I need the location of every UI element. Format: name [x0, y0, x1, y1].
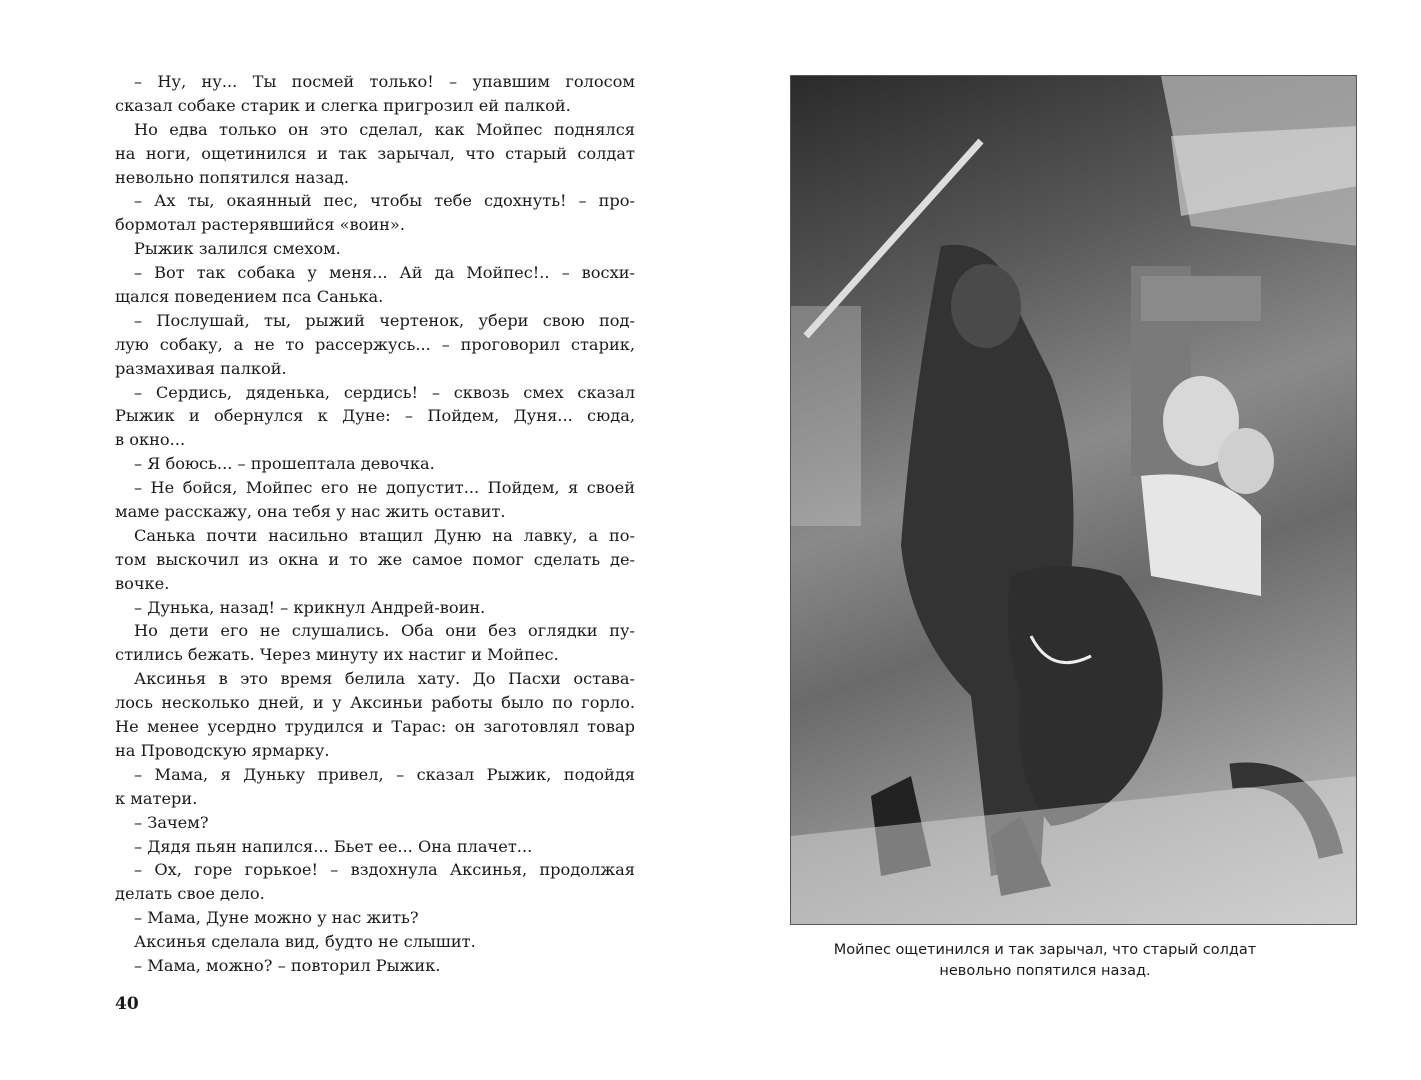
text-line: в окно... — [115, 430, 186, 450]
left-page-text — [115, 70, 635, 978]
illustration-drawing — [791, 76, 1357, 925]
text-line: том выскочил из окна и то же самое помог сделать де- — [115, 549, 635, 569]
text-line: лую собаку, а не то рассержусь... – проговорил старик, — [115, 334, 635, 354]
text-line: Но едва только он это сделал, как Мойпес поднялся — [134, 119, 635, 139]
text-line: – Сердись, дяденька, сердись! – сквозь смех сказал — [134, 382, 635, 402]
text-line: щался поведением пса Санька. — [115, 287, 384, 307]
text-line: Но дети его не слушались. Оба они без оглядки пу- — [134, 621, 635, 641]
page-number: 40 — [115, 994, 139, 1014]
text-line: вочке. — [115, 573, 170, 593]
text-line: – Ох, горе горькое! – вздохнула Аксинья, продолжая — [134, 860, 635, 880]
text-line: – Мама, Дуне можно у нас жить? — [134, 908, 419, 928]
text-line: делать свое дело. — [115, 884, 265, 904]
text-line: – Мама, я Дуньку привел, – сказал Рыжик, подойдя — [134, 764, 635, 784]
text-line: – Послушай, ты, рыжий чертенок, убери свою под- — [134, 310, 635, 330]
text-line: сказал собаке старик и слегка пригрозил ей палкой. — [115, 95, 571, 115]
text-line: размахивая палкой. — [115, 358, 287, 378]
text-line: – Ну, ну... Ты посмей только! – упавшим голосом — [134, 72, 635, 91]
text-line: – Дунька, назад! – крикнул Андрей-воин. — [134, 597, 486, 617]
text-line: Аксинья сделала вид, будто не слышит. — [134, 932, 476, 952]
text-line: – Не бойся, Мойпес его не допустит... Пойдем, я своей — [134, 478, 635, 498]
text-line: – Дядя пьян напился... Бьет ее... Она плачет... — [134, 836, 533, 856]
illustration-old-soldier-and-dog — [790, 75, 1357, 925]
text-line: лось несколько дней, и у Аксиньи работы было по горло. — [115, 693, 635, 713]
text-line: к матери. — [115, 788, 198, 808]
text-line: бормотал растерявшийся «воин». — [115, 215, 405, 235]
text-line: Санька почти насильно втащил Дуню на лавку, а по- — [134, 525, 635, 545]
text-line: Рыжик залился смехом. — [134, 239, 341, 259]
text-line: маме расскажу, она тебя у нас жить оставит. — [115, 502, 506, 522]
text-line: – Мама, можно? – повторил Рыжик. — [134, 955, 441, 975]
text-line: Рыжик и обернулся к Дуне: – Пойдем, Дуня... сюда, — [115, 406, 635, 426]
caption-line-2: невольно попятился назад. — [939, 963, 1151, 979]
text-line: невольно попятился назад. — [115, 167, 350, 187]
text-line: – Я боюсь... – прошептала девочка. — [134, 454, 435, 474]
caption-line-1: Мойпес ощетинился и так зарычал, что старый солдат — [833, 942, 1257, 958]
text-line: – Зачем? — [134, 812, 209, 832]
text-line: – Ах ты, окаянный пес, чтобы тебе сдохнуть! – про- — [134, 191, 635, 211]
text-line: на ноги, ощетинился и так зарычал, что старый солдат — [115, 143, 635, 163]
text-line: – Вот так собака у меня... Ай да Мойпес!.. – восхи- — [134, 263, 635, 283]
text-line: Не менее усердно трудился и Тарас: он заготовлял товар — [115, 717, 635, 737]
text-line: на Проводскую ярмарку. — [115, 740, 330, 760]
text-line: Аксинья в это время белила хату. До Пасхи остава- — [134, 669, 635, 689]
illustration-caption — [800, 940, 1290, 982]
text-line: стились бежать. Через минуту их настиг и Мойпес. — [115, 645, 559, 665]
